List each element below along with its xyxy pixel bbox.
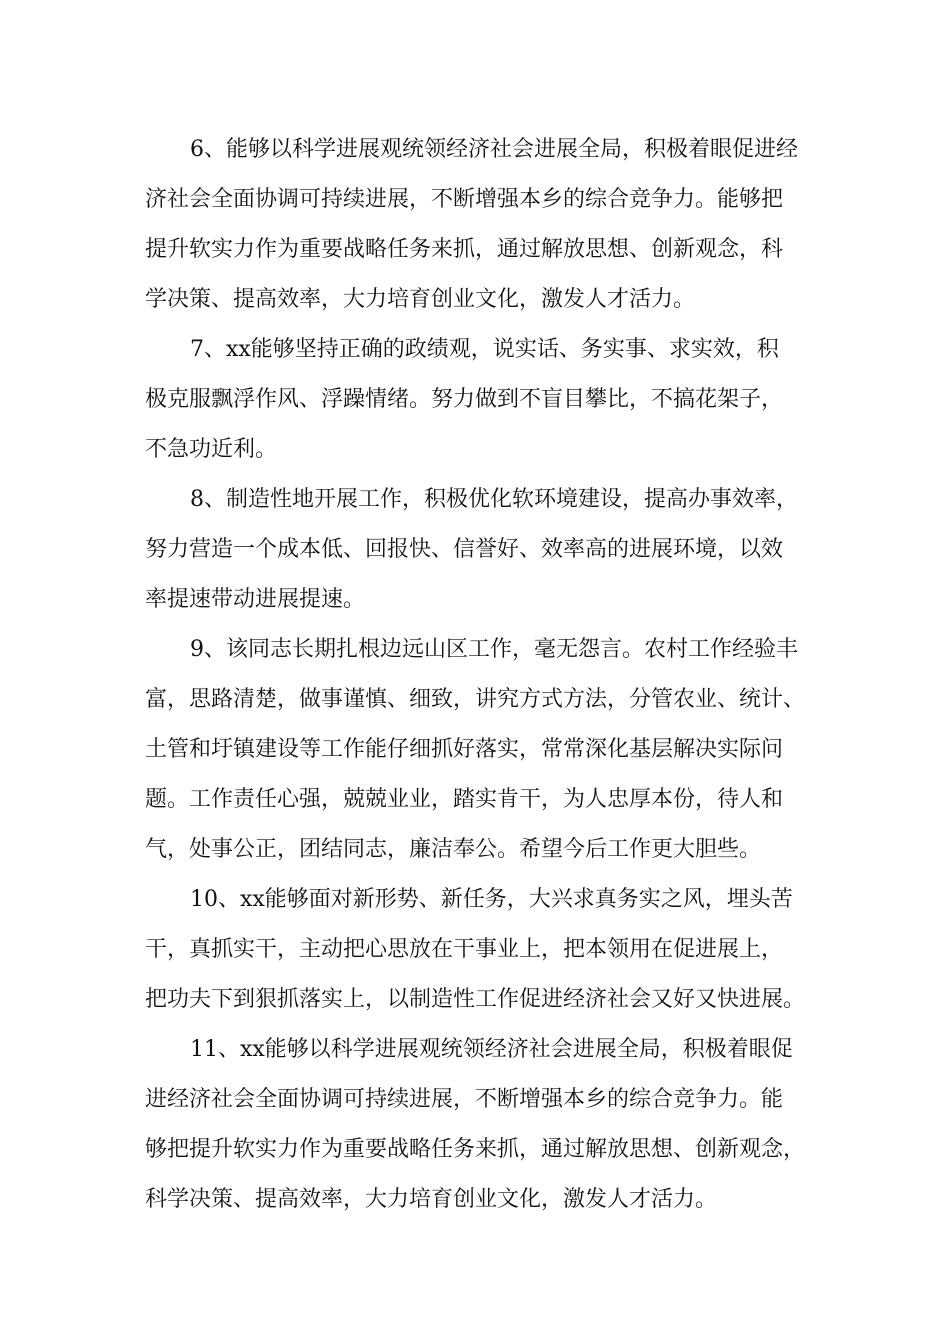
text-line: 6、能够以科学进展观统领经济社会进展全局，积极着眼促进经: [190, 137, 798, 162]
text-line: 把功夫下到狠抓落实上，以制造性工作促进经济社会又好又快进展。: [145, 987, 806, 1012]
text-line: 学决策、提高效率，大力培育创业文化，激发人才活力。: [145, 287, 696, 312]
text-line: 11、xx能够以科学进展观统领经济社会进展全局，积极着眼促: [190, 1037, 793, 1062]
text-line: 富，思路清楚，做事谨慎、细致，讲究方式方法，分管农业、统计、: [145, 687, 806, 712]
text-line: 气，处事公正，团结同志，廉洁奉公。希望今后工作更大胆些。: [145, 837, 762, 862]
text-line: 进经济社会全面协调可持续进展，不断增强本乡的综合竞争力。能: [145, 1087, 784, 1112]
text-line: 9、该同志长期扎根边远山区工作，毫无怨言。农村工作经验丰: [190, 637, 798, 662]
text-line: 济社会全面协调可持续进展，不断增强本乡的综合竞争力。能够把: [145, 187, 784, 212]
text-line: 提升软实力作为重要战略任务来抓，通过解放思想、创新观念，科: [145, 237, 784, 262]
text-line: 率提速带动进展提速。: [145, 587, 366, 612]
text-line: 土管和圩镇建设等工作能仔细抓好落实，常常深化基层解决实际问: [145, 737, 784, 762]
text-line: 10、xx能够面对新形势、新任务，大兴求真务实之风，埋头苦: [190, 887, 793, 912]
text-line: 够把提升软实力作为重要战略任务来抓，通过解放思想、创新观念，: [145, 1137, 806, 1162]
text-line: 不急功近利。: [145, 437, 278, 462]
text-line: 题。工作责任心强，兢兢业业，踏实肯干，为人忠厚本份，待人和: [145, 787, 784, 812]
text-line: 8、制造性地开展工作，积极优化软环境建设，提高办事效率，: [190, 487, 798, 512]
text-line: 努力营造一个成本低、回报快、信誉好、效率高的进展环境，以效: [145, 537, 784, 562]
text-line: 极克服飘浮作风、浮躁情绪。努力做到不盲目攀比，不搞花架子，: [145, 387, 784, 412]
text-line: 7、xx能够坚持正确的政绩观，说实话、务实事、求实效，积: [190, 337, 779, 362]
text-line: 干，真抓实干，主动把心思放在干事业上，把本领用在促进展上，: [145, 937, 784, 962]
text-line: 科学决策、提高效率，大力培育创业文化，激发人才活力。: [145, 1187, 718, 1212]
